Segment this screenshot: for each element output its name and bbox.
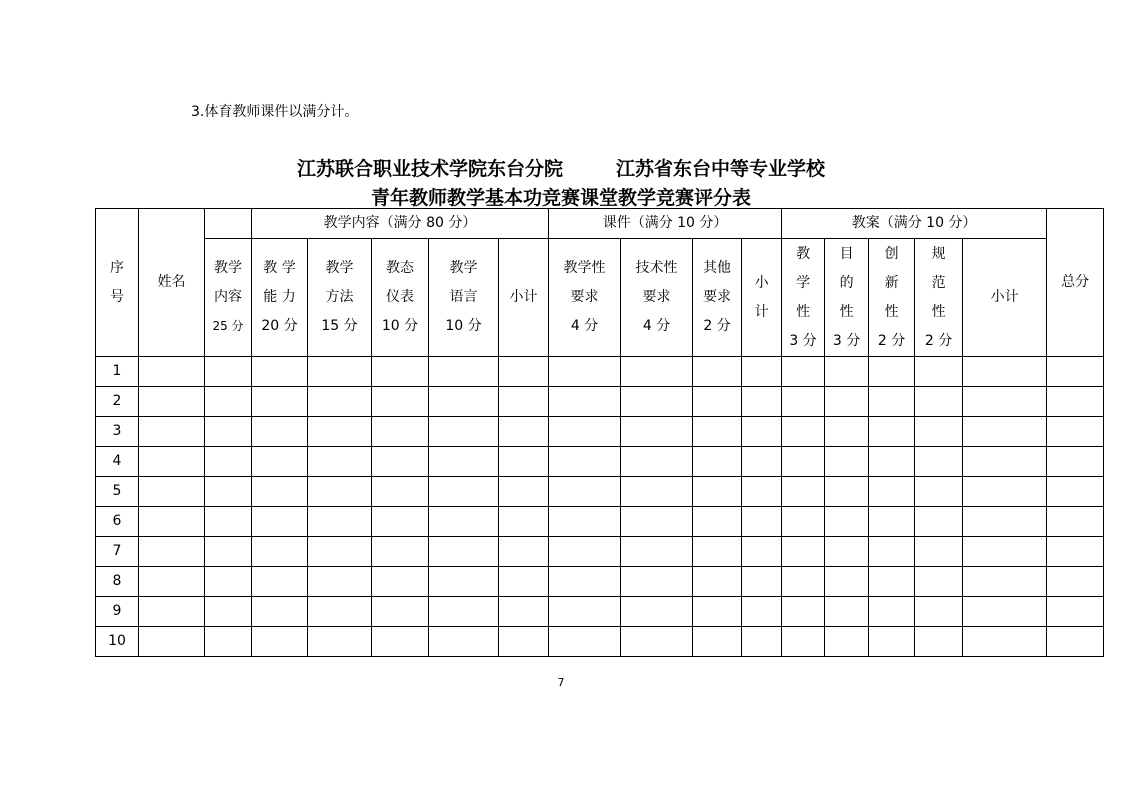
score-cell[interactable] (693, 477, 742, 507)
score-cell[interactable] (963, 627, 1047, 657)
score-cell[interactable] (621, 357, 693, 387)
score-cell[interactable] (308, 357, 372, 387)
score-cell[interactable] (499, 627, 549, 657)
score-cell[interactable] (825, 447, 869, 477)
score-cell[interactable] (205, 597, 252, 627)
score-cell[interactable] (308, 387, 372, 417)
courseware-col-header: 技术性 要求 4 分 (621, 239, 693, 357)
score-cell[interactable] (963, 477, 1047, 507)
score-cell[interactable] (549, 357, 621, 387)
score-cell[interactable] (963, 537, 1047, 567)
score-cell[interactable] (205, 387, 252, 417)
score-cell[interactable] (693, 507, 742, 537)
score-cell[interactable] (869, 417, 915, 447)
blank-header-cell (205, 209, 252, 239)
content-col-header: 教 学 能 力 20 分 (252, 239, 308, 357)
score-cell[interactable] (963, 597, 1047, 627)
score-cell[interactable] (372, 417, 429, 447)
score-cell[interactable] (621, 477, 693, 507)
row-number: 7 (96, 537, 139, 567)
score-cell[interactable] (782, 627, 825, 657)
score-cell[interactable] (742, 357, 782, 387)
score-cell[interactable] (205, 627, 252, 657)
row-number: 3 (96, 417, 139, 447)
score-cell[interactable] (869, 567, 915, 597)
table-row (96, 447, 1104, 477)
score-cell[interactable] (429, 447, 499, 477)
score-cell[interactable] (499, 567, 549, 597)
score-cell[interactable] (252, 597, 308, 627)
score-cell[interactable] (139, 357, 205, 387)
score-cell[interactable] (499, 537, 549, 567)
score-cell[interactable] (372, 597, 429, 627)
table-row (96, 417, 1104, 447)
score-cell[interactable] (308, 567, 372, 597)
score-cell[interactable] (742, 387, 782, 417)
score-cell[interactable] (308, 417, 372, 447)
score-cell[interactable] (869, 387, 915, 417)
score-cell[interactable] (372, 627, 429, 657)
score-cell[interactable] (869, 627, 915, 657)
score-cell[interactable] (782, 447, 825, 477)
score-cell[interactable] (1047, 477, 1104, 507)
content-subtotal-header: 小计 (499, 239, 549, 357)
score-cell[interactable] (308, 597, 372, 627)
score-cell[interactable] (252, 567, 308, 597)
row-number: 6 (96, 507, 139, 537)
group-courseware-header: 课件（满分 10 分） (549, 209, 782, 239)
score-cell[interactable] (825, 537, 869, 567)
score-cell[interactable] (499, 387, 549, 417)
score-cell[interactable] (205, 507, 252, 537)
score-cell[interactable] (621, 507, 693, 537)
school-title: 江苏联合职业技术学院东台分院 江苏省东台中等专业学校 (297, 158, 825, 180)
content-col-header: 教态 仪表 10 分 (372, 239, 429, 357)
score-cell[interactable] (693, 387, 742, 417)
score-cell[interactable] (205, 477, 252, 507)
score-cell[interactable] (205, 417, 252, 447)
plan-col-header: 目 的 性 3 分 (825, 239, 869, 357)
score-cell[interactable] (139, 627, 205, 657)
score-cell[interactable] (429, 567, 499, 597)
row-number: 4 (96, 447, 139, 477)
plan-col-header: 教 学 性 3 分 (782, 239, 825, 357)
score-cell[interactable] (693, 537, 742, 567)
name-header: 姓名 (139, 209, 205, 357)
score-cell[interactable] (549, 567, 621, 597)
score-cell[interactable] (915, 417, 963, 447)
score-cell[interactable] (308, 537, 372, 567)
score-cell[interactable] (693, 417, 742, 447)
table-row (96, 357, 1104, 387)
score-cell[interactable] (963, 357, 1047, 387)
table-row (96, 597, 1104, 627)
score-cell[interactable] (549, 417, 621, 447)
score-cell[interactable] (693, 357, 742, 387)
score-cell[interactable] (742, 417, 782, 447)
table-row (96, 627, 1104, 657)
score-cell[interactable] (499, 507, 549, 537)
score-cell[interactable] (372, 537, 429, 567)
total-header: 总分 (1047, 209, 1104, 357)
score-cell[interactable] (782, 537, 825, 567)
score-cell[interactable] (1047, 357, 1104, 387)
score-cell[interactable] (869, 477, 915, 507)
score-cell[interactable] (915, 597, 963, 627)
courseware-col-header: 其他 要求 2 分 (693, 239, 742, 357)
plan-col-header: 创 新 性 2 分 (869, 239, 915, 357)
score-cell[interactable] (1047, 597, 1104, 627)
score-cell[interactable] (963, 507, 1047, 537)
score-cell[interactable] (252, 447, 308, 477)
table-row (96, 507, 1104, 537)
score-cell[interactable] (1047, 387, 1104, 417)
score-cell[interactable] (621, 627, 693, 657)
score-cell[interactable] (869, 507, 915, 537)
score-cell[interactable] (693, 627, 742, 657)
score-cell[interactable] (915, 507, 963, 537)
plan-subtotal-header: 小计 (963, 239, 1047, 357)
score-cell[interactable] (1047, 627, 1104, 657)
content-col-header: 教学 方法 15 分 (308, 239, 372, 357)
score-cell[interactable] (963, 567, 1047, 597)
score-cell[interactable] (782, 597, 825, 627)
score-cell[interactable] (869, 447, 915, 477)
score-cell[interactable] (1047, 447, 1104, 477)
score-cell[interactable] (139, 417, 205, 447)
score-cell[interactable] (549, 507, 621, 537)
row-number: 10 (96, 627, 139, 657)
score-cell[interactable] (308, 477, 372, 507)
score-cell[interactable] (915, 387, 963, 417)
score-cell[interactable] (372, 507, 429, 537)
score-cell[interactable] (429, 477, 499, 507)
score-cell[interactable] (915, 537, 963, 567)
score-cell[interactable] (549, 627, 621, 657)
score-cell[interactable] (499, 597, 549, 627)
score-cell[interactable] (252, 357, 308, 387)
score-cell[interactable] (621, 537, 693, 567)
score-cell[interactable] (205, 447, 252, 477)
score-cell[interactable] (429, 357, 499, 387)
score-cell[interactable] (869, 597, 915, 627)
score-cell[interactable] (499, 477, 549, 507)
score-cell[interactable] (372, 387, 429, 417)
score-cell[interactable] (1047, 507, 1104, 537)
score-cell[interactable] (429, 417, 499, 447)
score-cell[interactable] (252, 627, 308, 657)
score-cell[interactable] (963, 447, 1047, 477)
score-cell[interactable] (308, 627, 372, 657)
score-cell[interactable] (308, 507, 372, 537)
courseware-subtotal-header: 小 计 (742, 239, 782, 357)
score-cell[interactable] (915, 477, 963, 507)
row-number: 5 (96, 477, 139, 507)
score-cell[interactable] (499, 357, 549, 387)
score-cell[interactable] (782, 357, 825, 387)
score-cell[interactable] (1047, 567, 1104, 597)
score-cell[interactable] (825, 387, 869, 417)
score-cell[interactable] (549, 597, 621, 627)
row-number: 2 (96, 387, 139, 417)
row-number: 8 (96, 567, 139, 597)
score-cell[interactable] (139, 387, 205, 417)
row-number: 9 (96, 597, 139, 627)
score-cell[interactable] (742, 447, 782, 477)
score-cell[interactable] (308, 447, 372, 477)
score-cell[interactable] (742, 597, 782, 627)
score-cell[interactable] (621, 567, 693, 597)
score-cell[interactable] (429, 507, 499, 537)
score-cell[interactable] (499, 417, 549, 447)
score-cell[interactable] (372, 447, 429, 477)
score-cell[interactable] (429, 387, 499, 417)
score-cell[interactable] (825, 507, 869, 537)
score-cell[interactable] (782, 477, 825, 507)
score-cell[interactable] (825, 357, 869, 387)
score-cell[interactable] (693, 597, 742, 627)
score-cell[interactable] (825, 417, 869, 447)
score-cell[interactable] (429, 627, 499, 657)
score-cell[interactable] (621, 447, 693, 477)
score-table (95, 208, 1104, 657)
score-cell[interactable] (205, 537, 252, 567)
score-cell[interactable] (549, 477, 621, 507)
score-cell[interactable] (915, 447, 963, 477)
score-cell[interactable] (1047, 417, 1104, 447)
score-cell[interactable] (205, 357, 252, 387)
score-cell[interactable] (139, 597, 205, 627)
score-cell[interactable] (372, 357, 429, 387)
score-cell[interactable] (139, 477, 205, 507)
score-cell[interactable] (825, 627, 869, 657)
score-cell[interactable] (252, 477, 308, 507)
plan-col-header: 规 范 性 2 分 (915, 239, 963, 357)
score-cell[interactable] (825, 567, 869, 597)
score-cell[interactable] (499, 447, 549, 477)
courseware-col-header: 教学性 要求 4 分 (549, 239, 621, 357)
score-cell[interactable] (139, 507, 205, 537)
score-cell[interactable] (963, 417, 1047, 447)
score-cell[interactable] (252, 537, 308, 567)
score-cell[interactable] (742, 567, 782, 597)
score-cell[interactable] (915, 627, 963, 657)
score-cell[interactable] (621, 417, 693, 447)
score-cell[interactable] (252, 387, 308, 417)
score-cell[interactable] (139, 447, 205, 477)
form-title: 青年教师教学基本功竞赛课堂教学竞赛评分表 (370, 187, 751, 209)
score-cell[interactable] (139, 537, 205, 567)
score-cell[interactable] (372, 477, 429, 507)
table-row (96, 387, 1104, 417)
score-cell[interactable] (742, 537, 782, 567)
content-col-header: 教学 内容 25 分 (205, 239, 252, 357)
table-row (96, 537, 1104, 567)
score-cell[interactable] (869, 537, 915, 567)
score-cell[interactable] (782, 387, 825, 417)
score-cell[interactable] (621, 387, 693, 417)
score-cell[interactable] (549, 447, 621, 477)
score-cell[interactable] (549, 387, 621, 417)
score-cell[interactable] (252, 417, 308, 447)
score-cell[interactable] (782, 507, 825, 537)
group-content-header: 教学内容（满分 80 分） (252, 209, 549, 239)
score-cell[interactable] (139, 567, 205, 597)
score-cell[interactable] (782, 567, 825, 597)
score-cell[interactable] (825, 597, 869, 627)
score-cell[interactable] (825, 477, 869, 507)
score-cell[interactable] (1047, 537, 1104, 567)
score-cell[interactable] (205, 567, 252, 597)
table-row (96, 477, 1104, 507)
score-cell[interactable] (429, 597, 499, 627)
score-cell[interactable] (429, 537, 499, 567)
seq-header: 序号 (96, 209, 139, 357)
table-row (96, 567, 1104, 597)
content-col-header: 教学 语言 10 分 (429, 239, 499, 357)
score-cell[interactable] (549, 537, 621, 567)
score-cell[interactable] (782, 417, 825, 447)
score-cell[interactable] (963, 387, 1047, 417)
score-cell[interactable] (742, 627, 782, 657)
score-cell[interactable] (742, 477, 782, 507)
score-cell[interactable] (869, 357, 915, 387)
score-cell[interactable] (693, 567, 742, 597)
score-cell[interactable] (915, 567, 963, 597)
score-cell[interactable] (621, 597, 693, 627)
score-cell[interactable] (372, 567, 429, 597)
instruction-note: 3.体育教师课件以满分计。 (191, 104, 359, 120)
score-cell[interactable] (693, 447, 742, 477)
score-cell[interactable] (915, 357, 963, 387)
page-number: 7 (557, 676, 565, 689)
score-cell[interactable] (252, 507, 308, 537)
score-cell[interactable] (742, 507, 782, 537)
row-number: 1 (96, 357, 139, 387)
group-plan-header: 教案（满分 10 分） (782, 209, 1047, 239)
